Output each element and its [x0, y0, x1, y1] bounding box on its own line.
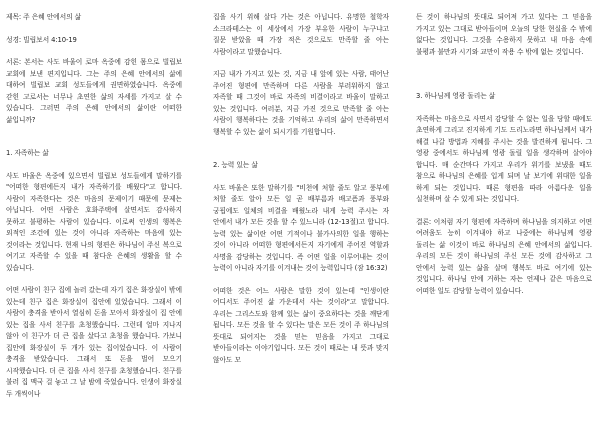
- column-2: [213, 12, 389, 366]
- column-1: [6, 12, 182, 400]
- column-2-paragraph-2: 지금 내가 가지고 있는 것, 지금 내 앞에 있는 사람, 태어난 주어진 형편에 만족하며 다른 사람을 부러워하지 않고 자족할 때 그것이 바로 자족의 비결이라고 바울이 말하고 있는 것입니다. 여러분, 지금 가진 것으로 만족할 줄 아는 사람이 행복하다는 것을 기억하고 우리의 삶이 만족하면서 행복할 수 있는 삶이 되시기를 기원합니다.: [213, 70, 389, 136]
- section-3-paragraph-1: 자족하는 마음으로 사면서 감당할 수 없는 일을 당할 때에도 초연하게 그리고 진지하게 기도 드리노라면 하나님께서 내가 해결 나갈 방법과 지혜를 주시는 것을 발견하게 됩니다. 그 영광 중에서도 하나님께 영광 돌릴 일을 생각하며 살아야 합니다. 매 순간마다 가지고 우리가 위기를 보냈을 때도 참으로 하나님의 은혜를 입게 되며 날 보기에 위대한 일을 하게 되는 것입니다. 때론 형편을 따라 아름다운 일을 실천하며 살 수 있게 되는 것입니다.: [416, 114, 592, 203]
- section-1-paragraph-2: 어떤 사람이 친구 집에 놀러 갔는데 자기 집은 화장실이 밖에 있는데 친구 집은 화장실이 집안에 있었습니다. 그래서 이 사람이 충격을 받아서 열심히 돈을 모아서 화장실이 집 안에 있는 집을 사서 친구를 초청했습니다. 그런데 얼마 지나지 않아 이 친구가 더 큰 집을 샀다고 초청을 했습니다. 가보니 집안에 화장실이 두 개가 있는 집이었습니다. 이 사람이 충격을 받았습니다. 그래서 또 돈을 벌어 모으기 시작했습니다. 더 큰 집을 사서 친구를 초청했습니다. 친구를 불러 집 맥국 걸 놓고 그 날 밤에 죽었습니다. 인생이 화장실 두 개씩이나: [6, 286, 182, 398]
- conclusion-paragraph: 결론: 이처럼 자기 형편에 자족하며 하나님을 의지하고 어떤 여려움도 능히 이겨내야 하고 나중에는 하나님께 영광 돌리는 삶 이것이 바로 하나님의 은혜 안에서의 삶입니다. 우리의 모든 것이 하나님의 주신 모든 것에 감사하고 그 안에서 능력 있는 삶을 살며 행복도 바로 여기에 있는 것입니다. 하나님 안에 거하는 자는 언제나 같은 마음으로 어떠한 일도 감당할 능력이 있습니다.: [416, 217, 592, 295]
- column-2-paragraph-1: 집을 사기 위해 살다 가는 것은 아닙니다. 유명한 철학자 소크라테스는 이 세상에서 가장 부유한 사람이 누구냐고 질문 받았을 때 가장 적은 것으로도 만족할 줄 아는 사람이라고 말했습니다.: [213, 13, 389, 56]
- scripture-reference: 성경: 빌립보서 4:10-19: [6, 35, 77, 44]
- section-heading-2: 2. 능력 있는 삶: [213, 161, 258, 169]
- section-2-paragraph-2: 어떠한 것은 어느 사람은 말한 것이 있는데 "인생이란 어디서도 주어진 삶 가운데서 사는 것이라"고 말합니다. 우리는 그리스도와 함께 있는 삶이 중요하다는 것을 깨닫게 됩니다. 모든 것을 할 수 있다는 말은 모든 것이 주 하나님의 뜻대로 되어지는 것을 믿는 믿음을 가지고 그대로 받아들이라는 이야기입니다. 모든 것이 때로는 내 뜻과 맞지 않아도 모: [213, 286, 389, 364]
- section-2-paragraph-1: 사도 바울은 또한 말하기를 "비천에 처할 줄도 알고 풍부에 처할 줄도 알아 모든 일 곧 배부름과 배고픔과 풍부와 궁핍에도 일체의 비결을 배웠노라 내게 능력 주시는 자 안에서 내가 모든 것을 할 수 있느니라 (12-13절)고 합니다. 능력 있는 삶이란 어떤 기적이나 불가사의한 일을 행하는 것이 아니라 어떠한 형편에서든지 자기에게 주어진 역할과 사명을 감당하는 것입니다. 즉 어떤 일을 이루어내는 것이 능력이 아니라 자기를 이겨내는 것이 능력입니다 (잠 16:32): [213, 183, 389, 272]
- sermon-title: 제목: 주 은혜 안에서의 삶: [6, 13, 82, 21]
- section-heading-3: 3. 하나님께 영광 돌리는 삶: [416, 92, 496, 100]
- introduction-paragraph: 서론: 본서는 사도 바울이 로마 옥중에 감힌 몸으로 빌립보 교회에 보낸 편지입니다. 그는 주의 은혜 안에서의 삶에 대하여 빌립보 교회 성도들에게 권면하였습니다. 옥중에 갇힌 고로서는 너무나 초연한 삶의 자세를 가지고 살 수 있습니다. 그러면 주의 은혜 안에서의 삶이란 어떠한 삶입니까?: [6, 58, 182, 124]
- section-1-paragraph-1: 사도 바울은 옥중에 있으면서 빌립보 성도들에게 말하기를 "어떠한 형편에든지 내가 자족하기를 배웠다"고 합니다. 사람이 자족한다는 것은 마음의 문제이기 때문에 문제는 아닙니다. 어떤 사람은 호화주택에 살면서도 감사하지 못하고 불평하는 사람이 있습니다. 이로써 인생의 행복은 외적인 조건에 있는 것이 아니라 자족하는 마음에 있는 것이라는 것입니다. 현재 나의 형편은 하나님이 주신 복으로 여기고 자족할 수 있을 때 참다운 은혜의 생활을 할 수 있습니다.: [6, 171, 182, 272]
- column-3: [416, 12, 592, 297]
- section-heading-1: 1. 자족하는 삶: [6, 149, 49, 157]
- column-3-paragraph-1: 든 것이 하나님의 뜻대로 되어져 가고 있다는 그 믿음을 가지고 있는 그대로 받아들이며 오늘의 당한 현실을 수 밖에 없다는 것입니다. 그것을 수용하지 못하고 내 마음 속에 불평과 불만과 시기와 교만이 작용 수 밖에 없는 것입니다.: [416, 13, 592, 56]
